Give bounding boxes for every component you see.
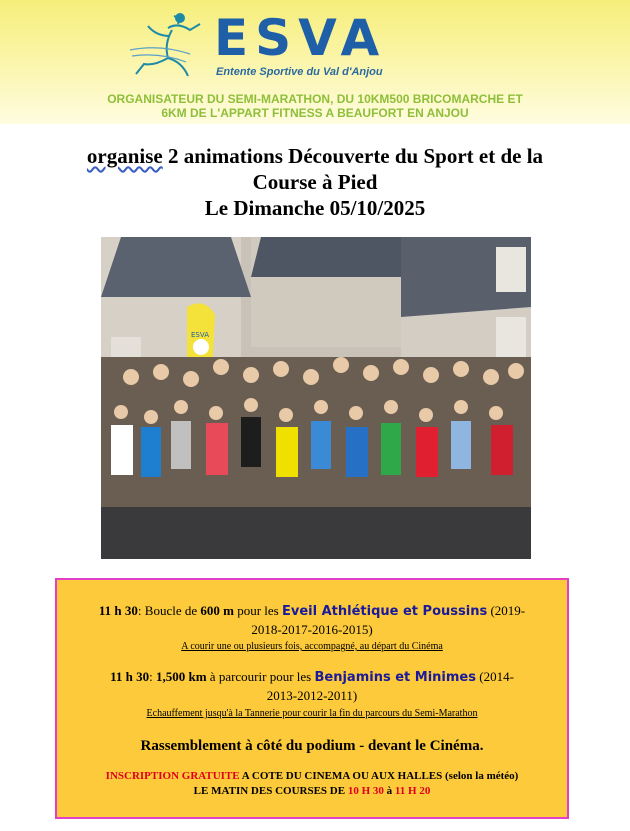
header-banner xyxy=(0,0,630,124)
event-1-note: A courir une ou plusieurs fois, accompagné, au départ du Cinéma xyxy=(181,641,443,652)
title-underlined-word: organise xyxy=(86,144,163,168)
event-2-years-a: (2014- xyxy=(475,669,514,684)
page-title xyxy=(40,143,590,221)
event-1-distance: 600 m xyxy=(200,603,234,618)
runners-group-photo xyxy=(101,237,531,559)
morning-separator: à xyxy=(383,785,395,797)
runner-logo-icon xyxy=(128,10,214,88)
event-1-text-a: : Boucle de xyxy=(137,603,201,618)
title-line-1-rest: 2 animations Découverte du Sport et de la xyxy=(162,144,544,168)
event-2-text-b: à parcourir pour les xyxy=(206,669,315,684)
event-2-distance: 1,500 km xyxy=(155,669,207,684)
event-1-line-1 xyxy=(57,603,567,619)
event-1-text-b: pour les xyxy=(233,603,282,618)
organiser-text xyxy=(80,92,550,120)
title-line-3: Le Dimanche 05/10/2025 xyxy=(204,196,426,220)
photo-illustration xyxy=(101,237,531,559)
photo-banner-text: ESVA xyxy=(191,331,209,339)
event-2-note: Echauffement jusqu'à la Tannerie pour courir la fin du parcours du Semi-Marathon xyxy=(146,708,478,719)
morning-start-time: 10 H 30 xyxy=(347,785,384,797)
organiser-line-2: 6KM DE L'APPART FITNESS A BEAUFORT EN ANJOU xyxy=(161,106,469,120)
event-1-category: Eveil Athlétique et Poussins xyxy=(282,604,488,619)
logo-title: ESVA xyxy=(214,9,387,67)
event-1-years-a: (2019- xyxy=(487,603,526,618)
event-2-time: 11 h 30 xyxy=(110,669,150,684)
event-2-years-b: 2013-2012-2011) xyxy=(266,688,358,703)
event-info-box xyxy=(55,578,569,819)
inscription-location: A COTE DU CINEMA OU AUX HALLES (selon la météo) xyxy=(239,770,519,782)
event-2-line-1 xyxy=(57,669,567,685)
morning-label: LE MATIN DES COURSES DE xyxy=(193,785,348,797)
event-1-years-b: 2018-2017-2016-2015) xyxy=(251,622,373,637)
inscription-free: INSCRIPTION GRATUITE xyxy=(105,770,240,782)
inscription-line xyxy=(57,770,567,782)
morning-end-time: 11 H 20 xyxy=(394,785,431,797)
organiser-line-1: ORGANISATEUR DU SEMI-MARATHON, DU 10KM500 BRICOMARCHE ET xyxy=(107,92,523,106)
meeting-point: Rassemblement à côté du podium - devant le Cinéma. xyxy=(140,738,484,754)
title-line-1 xyxy=(40,143,590,169)
event-2-category: Benjamins et Minimes xyxy=(314,670,476,685)
logo-subtitle: Entente Sportive du Val d'Anjou xyxy=(216,66,383,78)
morning-hours-line xyxy=(57,785,567,797)
title-line-2: Course à Pied xyxy=(252,170,378,194)
event-1-time: 11 h 30 xyxy=(98,603,138,618)
event-2-text-a: : xyxy=(149,669,156,684)
